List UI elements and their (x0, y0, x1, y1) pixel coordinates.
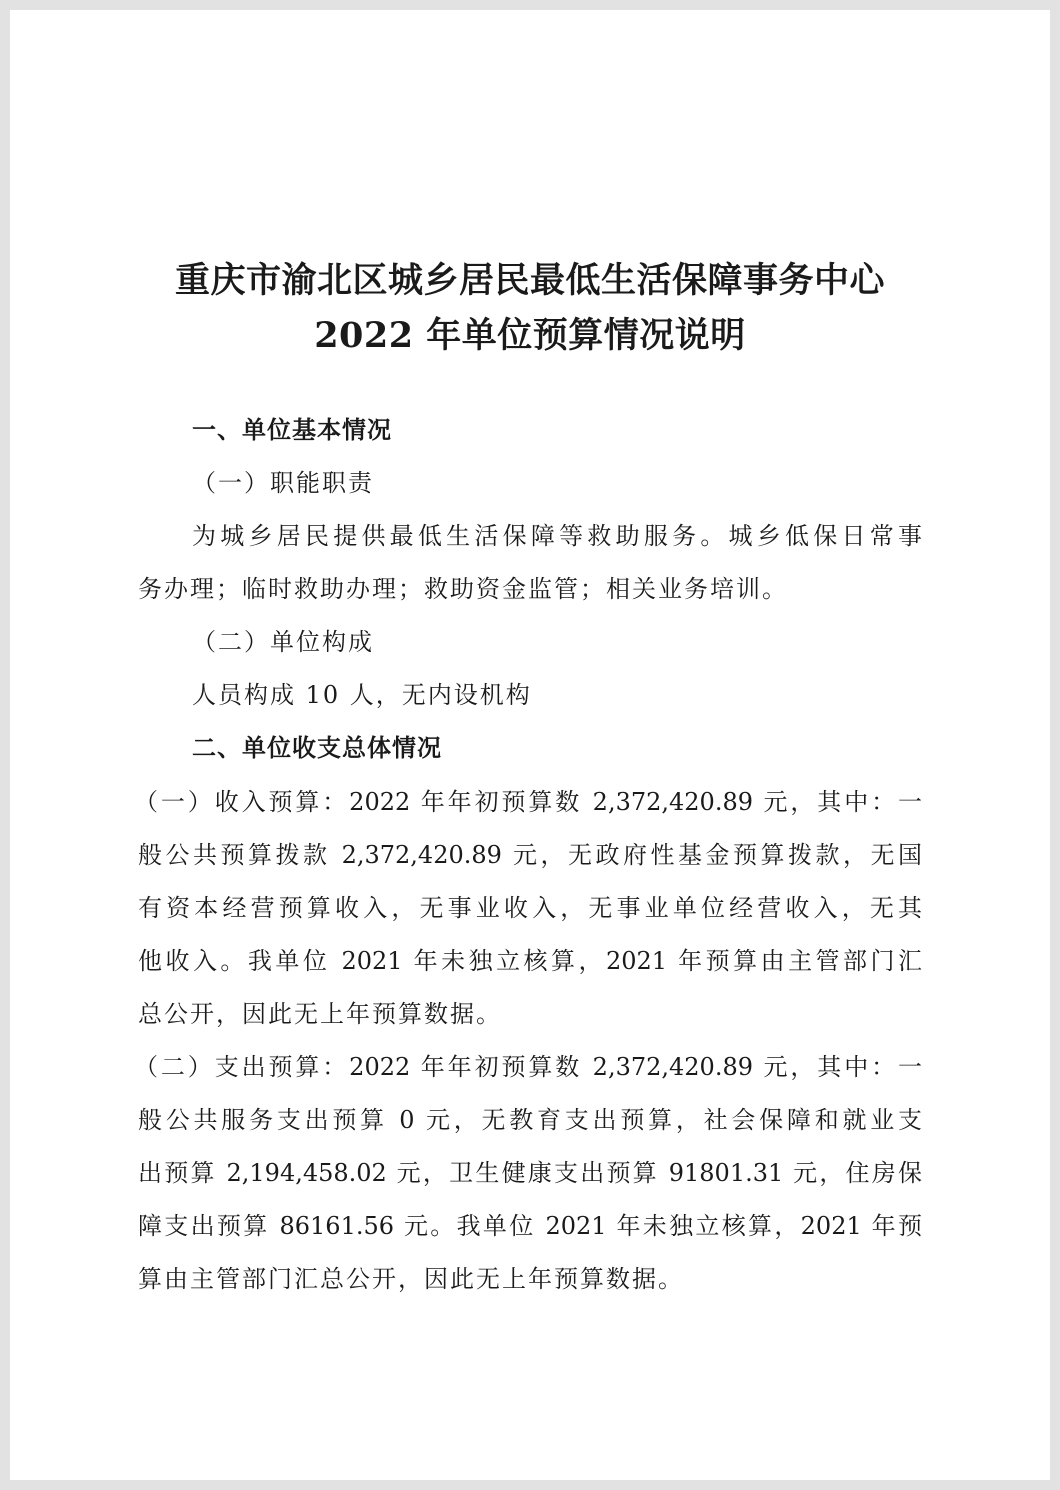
expense-para-line-3: 出预算 2,194,458.02 元，卫生健康支出预算 91801.31 元，住房保 (138, 1159, 922, 1187)
expense-para-line-5: 算由主管部门汇总公开，因此无上年预算数据。 (138, 1265, 684, 1293)
income-para-line-4: 他收入。我单位 2021 年未独立核算，2021 年预算由主管部门汇 (138, 947, 922, 975)
subsection-1-heading: （一）职能职责 (192, 469, 374, 497)
section-1-heading: 一、单位基本情况 (192, 415, 392, 444)
sub2-para: 人员构成 10 人，无内设机构 (192, 681, 532, 709)
section-2-heading: 二、单位收支总体情况 (192, 733, 442, 762)
sub1-para-line-2: 务办理；临时救助办理；救助资金监管；相关业务培训。 (138, 575, 788, 603)
income-para-line-2: 般公共预算拨款 2,372,420.89 元，无政府性基金预算拨款，无国 (138, 841, 922, 869)
income-para-line-5: 总公开，因此无上年预算数据。 (138, 1000, 502, 1028)
sub1-para-line-1: 为城乡居民提供最低生活保障等救助服务。城乡低保日常事 (192, 522, 922, 550)
expense-para-line-1: （二）支出预算：2022 年年初预算数 2,372,420.89 元，其中：一 (134, 1053, 922, 1081)
income-para-line-3: 有资本经营预算收入，无事业收入，无事业单位经营收入，无其 (138, 894, 922, 922)
expense-para-line-4: 障支出预算 86161.56 元。我单位 2021 年未独立核算，2021 年预 (138, 1212, 922, 1240)
document-title-line-1: 重庆市渝北区城乡居民最低生活保障事务中心 (174, 260, 885, 301)
expense-para-line-2: 般公共服务支出预算 0 元，无教育支出预算，社会保障和就业支 (138, 1106, 922, 1134)
document-page (10, 10, 1050, 1480)
income-para-line-1: （一）收入预算：2022 年年初预算数 2,372,420.89 元，其中：一 (134, 788, 922, 816)
subsection-2-heading: （二）单位构成 (192, 628, 374, 656)
document-title-line-2: 2022 年单位预算情况说明 (314, 315, 746, 356)
